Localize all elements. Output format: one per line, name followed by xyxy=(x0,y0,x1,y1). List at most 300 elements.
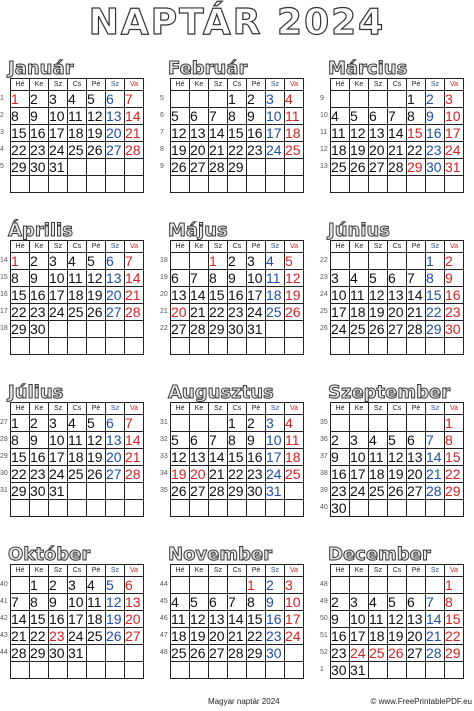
day-cell: 2 xyxy=(30,253,49,270)
day-cell: 6 xyxy=(106,415,125,432)
month-grid xyxy=(10,78,144,193)
day-cell: 14 xyxy=(125,108,144,125)
weekday-header: Cs xyxy=(68,79,87,91)
day-cell: 6 xyxy=(190,432,209,449)
day-cell: 30 xyxy=(30,321,49,338)
day-cell: 26 xyxy=(171,159,190,176)
day-cell: 5 xyxy=(285,253,304,270)
week-number: 10 xyxy=(320,112,328,119)
day-cell: 8 xyxy=(228,108,247,125)
day-cell: 24 xyxy=(68,628,87,645)
weekday-header: Cs xyxy=(388,241,407,253)
day-cell: 25 xyxy=(285,142,304,159)
weekday-header: Cs xyxy=(68,241,87,253)
day-cell: 27 xyxy=(171,321,190,338)
day-cell: 2 xyxy=(30,415,49,432)
month-name: Február xyxy=(168,58,248,79)
empty-cell xyxy=(11,500,30,517)
month-grid xyxy=(170,78,304,193)
day-cell: 25 xyxy=(331,159,350,176)
weekday-header: Cs xyxy=(228,241,247,253)
day-cell: 10 xyxy=(68,594,87,611)
day-cell: 2 xyxy=(30,91,49,108)
week-number: 48 xyxy=(320,581,328,588)
day-cell: 7 xyxy=(11,594,30,611)
weekday-header: Sz xyxy=(106,79,125,91)
weekday-header: Cs xyxy=(388,565,407,577)
day-cell: 15 xyxy=(247,611,266,628)
empty-cell xyxy=(350,577,369,594)
day-cell: 4 xyxy=(350,270,369,287)
day-cell: 27 xyxy=(106,142,125,159)
empty-cell xyxy=(445,176,464,193)
day-cell: 8 xyxy=(209,270,228,287)
day-cell: 28 xyxy=(388,159,407,176)
day-cell: 31 xyxy=(49,159,68,176)
week-numbers xyxy=(160,414,170,499)
day-cell: 31 xyxy=(266,483,285,500)
day-cell: 1 xyxy=(445,415,464,432)
empty-cell xyxy=(125,500,144,517)
day-cell: 9 xyxy=(331,449,350,466)
weekday-header: Pé xyxy=(87,565,106,577)
empty-cell xyxy=(190,253,209,270)
footer-caption: Magyar naptár 2024 xyxy=(208,697,280,706)
empty-cell xyxy=(285,176,304,193)
week-number: 16 xyxy=(0,291,8,298)
day-cell: 18 xyxy=(331,142,350,159)
day-cell: 29 xyxy=(11,321,30,338)
empty-cell xyxy=(87,176,106,193)
day-cell: 10 xyxy=(285,594,304,611)
empty-cell xyxy=(445,338,464,355)
month-name: December xyxy=(328,544,431,565)
day-cell: 25 xyxy=(87,628,106,645)
empty-cell xyxy=(266,662,285,679)
day-cell: 4 xyxy=(369,594,388,611)
day-cell: 1 xyxy=(11,253,30,270)
month-grid xyxy=(10,564,144,679)
day-cell: 19 xyxy=(190,628,209,645)
empty-cell xyxy=(350,253,369,270)
weekday-header: Va xyxy=(285,565,304,577)
weekday-header: Cs xyxy=(388,79,407,91)
day-cell: 13 xyxy=(106,270,125,287)
month-grid xyxy=(330,564,464,679)
weekday-header: Sz xyxy=(49,79,68,91)
day-cell: 9 xyxy=(247,432,266,449)
day-cell: 14 xyxy=(190,287,209,304)
empty-cell xyxy=(49,338,68,355)
day-cell: 3 xyxy=(247,253,266,270)
day-cell: 1 xyxy=(407,91,426,108)
day-cell: 19 xyxy=(171,466,190,483)
empty-cell xyxy=(407,176,426,193)
day-cell: 23 xyxy=(445,304,464,321)
empty-cell xyxy=(388,662,407,679)
day-cell: 21 xyxy=(388,142,407,159)
day-cell: 29 xyxy=(228,483,247,500)
day-cell: 6 xyxy=(171,270,190,287)
empty-cell xyxy=(266,321,285,338)
day-cell: 25 xyxy=(68,466,87,483)
empty-cell xyxy=(266,176,285,193)
day-cell: 17 xyxy=(49,125,68,142)
month-grid xyxy=(170,240,304,355)
weekday-header: Hé xyxy=(171,565,190,577)
empty-cell xyxy=(11,176,30,193)
day-cell: 12 xyxy=(388,449,407,466)
week-number: 32 xyxy=(160,436,168,443)
weekday-header: Hé xyxy=(331,241,350,253)
empty-cell xyxy=(190,338,209,355)
weekday-header: Pé xyxy=(407,79,426,91)
day-cell: 5 xyxy=(87,91,106,108)
empty-cell xyxy=(388,500,407,517)
week-number: 20 xyxy=(160,291,168,298)
day-cell: 13 xyxy=(171,287,190,304)
day-cell: 12 xyxy=(350,125,369,142)
day-cell: 15 xyxy=(228,125,247,142)
day-cell: 10 xyxy=(266,108,285,125)
week-number: 49 xyxy=(320,598,328,605)
week-number: 14 xyxy=(0,257,8,264)
day-cell: 3 xyxy=(350,594,369,611)
day-cell: 19 xyxy=(369,304,388,321)
weekday-header: Sz xyxy=(369,241,388,253)
empty-cell xyxy=(266,338,285,355)
weekday-header: Pé xyxy=(407,403,426,415)
empty-cell xyxy=(68,662,87,679)
day-cell: 3 xyxy=(285,577,304,594)
week-number: 36 xyxy=(320,436,328,443)
month-name: Május xyxy=(168,220,228,241)
weekday-header: Ke xyxy=(30,403,49,415)
day-cell: 21 xyxy=(209,142,228,159)
day-cell: 19 xyxy=(171,142,190,159)
day-cell: 22 xyxy=(407,142,426,159)
day-cell: 24 xyxy=(331,321,350,338)
day-cell: 13 xyxy=(190,125,209,142)
week-number: 23 xyxy=(320,274,328,281)
day-cell: 6 xyxy=(190,108,209,125)
day-cell: 15 xyxy=(445,449,464,466)
day-cell: 12 xyxy=(190,611,209,628)
day-cell: 19 xyxy=(87,125,106,142)
day-cell: 6 xyxy=(369,108,388,125)
week-number: 5 xyxy=(160,95,164,102)
weekday-header: Va xyxy=(445,565,464,577)
week-number: 48 xyxy=(160,649,168,656)
day-cell: 6 xyxy=(125,577,144,594)
week-number: 46 xyxy=(160,615,168,622)
week-number: 17 xyxy=(0,308,8,315)
empty-cell xyxy=(106,159,125,176)
weekday-header: Va xyxy=(285,241,304,253)
week-number: 45 xyxy=(160,598,168,605)
empty-cell xyxy=(331,91,350,108)
weekday-header: Cs xyxy=(68,565,87,577)
day-cell: 14 xyxy=(125,270,144,287)
empty-cell xyxy=(11,662,30,679)
week-numbers xyxy=(320,576,330,678)
day-cell: 19 xyxy=(87,449,106,466)
weekday-header: Ke xyxy=(190,565,209,577)
weekday-header: Sz xyxy=(426,241,445,253)
day-cell: 19 xyxy=(87,287,106,304)
weekday-header: Hé xyxy=(11,79,30,91)
week-number: 6 xyxy=(160,112,164,119)
weekday-header: Sz xyxy=(369,79,388,91)
day-cell: 9 xyxy=(30,432,49,449)
week-number: 52 xyxy=(320,649,328,656)
weekday-header: Ke xyxy=(350,565,369,577)
week-number: 35 xyxy=(320,419,328,426)
week-number: 44 xyxy=(0,649,8,656)
empty-cell xyxy=(125,321,144,338)
day-cell: 21 xyxy=(426,466,445,483)
empty-cell xyxy=(106,645,125,662)
empty-cell xyxy=(190,577,209,594)
empty-cell xyxy=(247,662,266,679)
day-cell: 18 xyxy=(171,628,190,645)
day-cell: 22 xyxy=(445,628,464,645)
day-cell: 14 xyxy=(228,611,247,628)
day-cell: 7 xyxy=(125,415,144,432)
day-cell: 2 xyxy=(49,577,68,594)
week-number: 28 xyxy=(0,436,8,443)
day-cell: 20 xyxy=(106,287,125,304)
day-cell: 6 xyxy=(407,594,426,611)
empty-cell xyxy=(190,500,209,517)
day-cell: 8 xyxy=(11,432,30,449)
empty-cell xyxy=(209,91,228,108)
empty-cell xyxy=(369,415,388,432)
day-cell: 9 xyxy=(228,270,247,287)
week-number: 7 xyxy=(160,129,164,136)
day-cell: 23 xyxy=(247,466,266,483)
day-cell: 27 xyxy=(209,645,228,662)
day-cell: 20 xyxy=(190,466,209,483)
weekday-header: Va xyxy=(445,403,464,415)
day-cell: 21 xyxy=(228,628,247,645)
empty-cell xyxy=(388,577,407,594)
empty-cell xyxy=(331,253,350,270)
day-cell: 7 xyxy=(426,594,445,611)
empty-cell xyxy=(49,662,68,679)
day-cell: 8 xyxy=(11,270,30,287)
day-cell: 28 xyxy=(125,142,144,159)
day-cell: 26 xyxy=(171,483,190,500)
weekday-header: Ke xyxy=(190,403,209,415)
day-cell: 19 xyxy=(388,466,407,483)
day-cell: 26 xyxy=(388,483,407,500)
day-cell: 8 xyxy=(407,108,426,125)
empty-cell xyxy=(407,662,426,679)
weekday-header: Sz xyxy=(209,241,228,253)
empty-cell xyxy=(388,415,407,432)
week-number: 3 xyxy=(0,129,4,136)
empty-cell xyxy=(106,338,125,355)
day-cell: 5 xyxy=(106,577,125,594)
day-cell: 11 xyxy=(285,108,304,125)
day-cell: 18 xyxy=(285,449,304,466)
empty-cell xyxy=(228,338,247,355)
day-cell: 1 xyxy=(11,91,30,108)
day-cell: 27 xyxy=(190,159,209,176)
day-cell: 7 xyxy=(125,253,144,270)
weekday-header: Hé xyxy=(331,565,350,577)
day-cell: 25 xyxy=(285,466,304,483)
day-cell: 13 xyxy=(407,449,426,466)
empty-cell xyxy=(209,500,228,517)
day-cell: 12 xyxy=(87,432,106,449)
day-cell: 20 xyxy=(190,142,209,159)
weekday-header: Va xyxy=(445,79,464,91)
day-cell: 3 xyxy=(350,432,369,449)
day-cell: 29 xyxy=(11,159,30,176)
empty-cell xyxy=(350,500,369,517)
weekday-header: Pé xyxy=(247,403,266,415)
day-cell: 5 xyxy=(350,108,369,125)
day-cell: 18 xyxy=(369,466,388,483)
empty-cell xyxy=(426,176,445,193)
day-cell: 16 xyxy=(30,449,49,466)
day-cell: 15 xyxy=(30,611,49,628)
empty-cell xyxy=(30,662,49,679)
empty-cell xyxy=(331,176,350,193)
empty-cell xyxy=(369,500,388,517)
month-name: Augusztus xyxy=(168,382,274,403)
day-cell: 15 xyxy=(209,287,228,304)
empty-cell xyxy=(407,253,426,270)
weekday-header: Cs xyxy=(68,403,87,415)
day-cell: 23 xyxy=(266,628,285,645)
empty-cell xyxy=(426,415,445,432)
empty-cell xyxy=(247,159,266,176)
day-cell: 23 xyxy=(228,304,247,321)
day-cell: 23 xyxy=(331,645,350,662)
empty-cell xyxy=(68,338,87,355)
empty-cell xyxy=(369,253,388,270)
week-numbers xyxy=(0,252,10,337)
day-cell: 28 xyxy=(190,321,209,338)
day-cell: 13 xyxy=(106,108,125,125)
weekday-header: Sz xyxy=(426,403,445,415)
day-cell: 7 xyxy=(388,108,407,125)
day-cell: 19 xyxy=(388,628,407,645)
day-cell: 5 xyxy=(87,253,106,270)
day-cell: 2 xyxy=(426,91,445,108)
empty-cell xyxy=(87,483,106,500)
week-number: 8 xyxy=(160,146,164,153)
day-cell: 15 xyxy=(228,449,247,466)
week-number: 1 xyxy=(320,666,324,673)
month-name: Január xyxy=(8,58,74,79)
day-cell: 26 xyxy=(87,466,106,483)
empty-cell xyxy=(209,577,228,594)
weekday-header: Ke xyxy=(350,79,369,91)
week-number: 5 xyxy=(0,163,4,170)
day-cell: 17 xyxy=(49,287,68,304)
day-cell: 27 xyxy=(388,321,407,338)
day-cell: 4 xyxy=(68,91,87,108)
week-number: 50 xyxy=(320,615,328,622)
day-cell: 21 xyxy=(125,287,144,304)
day-cell: 24 xyxy=(285,628,304,645)
day-cell: 10 xyxy=(331,287,350,304)
week-number: 51 xyxy=(320,632,328,639)
empty-cell xyxy=(369,338,388,355)
empty-cell xyxy=(350,338,369,355)
day-cell: 26 xyxy=(87,304,106,321)
day-cell: 16 xyxy=(331,628,350,645)
day-cell: 27 xyxy=(106,304,125,321)
day-cell: 18 xyxy=(350,304,369,321)
empty-cell xyxy=(125,338,144,355)
weekday-header: Hé xyxy=(331,403,350,415)
week-number: 30 xyxy=(0,470,8,477)
day-cell: 27 xyxy=(190,483,209,500)
day-cell: 9 xyxy=(30,108,49,125)
day-cell: 17 xyxy=(285,611,304,628)
day-cell: 26 xyxy=(87,142,106,159)
day-cell: 17 xyxy=(266,449,285,466)
weekday-header: Va xyxy=(125,565,144,577)
week-number: 37 xyxy=(320,453,328,460)
day-cell: 13 xyxy=(369,125,388,142)
week-number: 26 xyxy=(320,325,328,332)
week-number: 22 xyxy=(320,257,328,264)
empty-cell xyxy=(190,662,209,679)
day-cell: 6 xyxy=(388,270,407,287)
day-cell: 25 xyxy=(266,304,285,321)
day-cell: 31 xyxy=(247,321,266,338)
weekday-header: Sz xyxy=(209,79,228,91)
week-number: 12 xyxy=(320,146,328,153)
weekday-header: Sz xyxy=(106,403,125,415)
day-cell: 10 xyxy=(49,108,68,125)
weekday-header: Sz xyxy=(209,403,228,415)
day-cell: 16 xyxy=(266,611,285,628)
day-cell: 26 xyxy=(106,628,125,645)
empty-cell xyxy=(445,662,464,679)
day-cell: 28 xyxy=(125,304,144,321)
weekday-header: Sz xyxy=(266,403,285,415)
day-cell: 1 xyxy=(445,577,464,594)
weekday-header: Va xyxy=(445,241,464,253)
empty-cell xyxy=(331,338,350,355)
day-cell: 21 xyxy=(125,449,144,466)
day-cell: 4 xyxy=(68,253,87,270)
day-cell: 13 xyxy=(106,432,125,449)
day-cell: 15 xyxy=(407,125,426,142)
empty-cell xyxy=(407,577,426,594)
empty-cell xyxy=(285,321,304,338)
week-number: 9 xyxy=(160,163,164,170)
day-cell: 4 xyxy=(171,594,190,611)
day-cell: 13 xyxy=(209,611,228,628)
week-number: 34 xyxy=(160,470,168,477)
day-cell: 20 xyxy=(407,466,426,483)
day-cell: 24 xyxy=(350,483,369,500)
day-cell: 12 xyxy=(87,108,106,125)
empty-cell xyxy=(68,483,87,500)
day-cell: 6 xyxy=(106,253,125,270)
day-cell: 2 xyxy=(331,594,350,611)
weekday-header: Cs xyxy=(228,403,247,415)
day-cell: 30 xyxy=(445,321,464,338)
